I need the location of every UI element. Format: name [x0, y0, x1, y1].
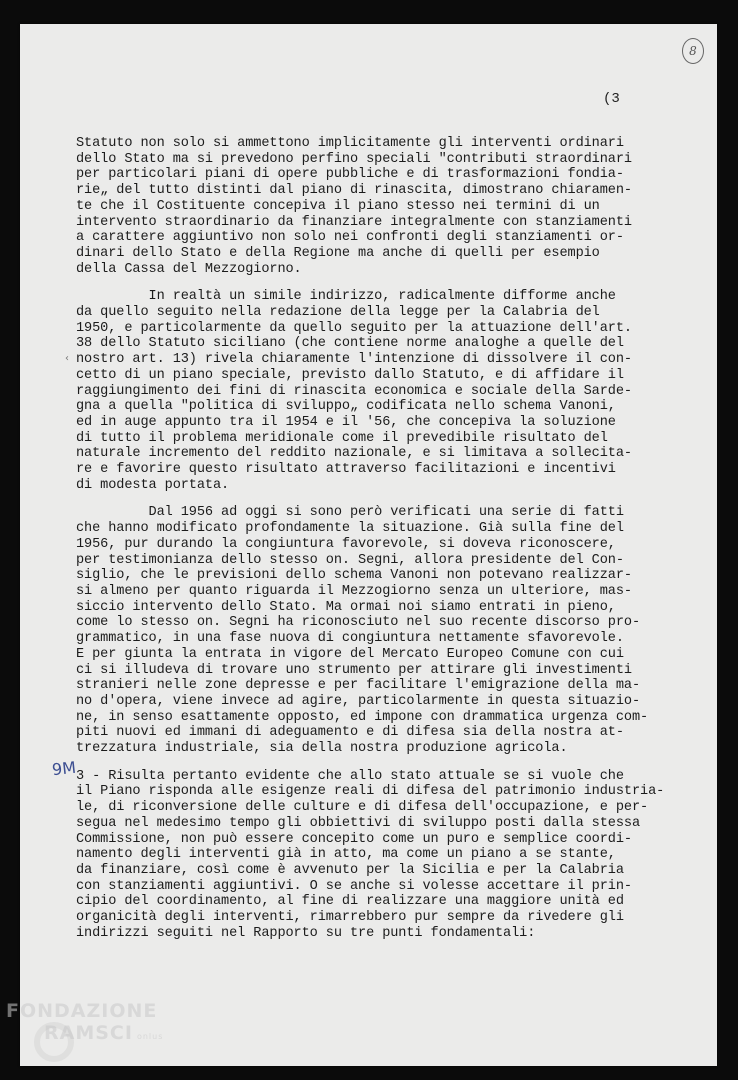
text-line: ci si illudeva di trovare uno strumento per attirare gli investimenti [76, 662, 632, 678]
text-line: da finanziare, così come è avvenuto per la Sicilia e per la Calabria [76, 862, 624, 878]
text-line: In realtà un simile indirizzo, radicalmente difforme anche [76, 289, 616, 305]
text-line: da quello seguito nella redazione della legge per la Calabria del [76, 305, 600, 321]
text-line: per particolari piani di opere pubbliche e di trasformazioni fondia- [76, 167, 624, 183]
folio-stamp: 8 [682, 38, 704, 64]
g-logo-icon [34, 1022, 74, 1062]
text-line: 1950, e particolarmente da quello seguito per la attuazione dell'art. [76, 320, 632, 336]
text-line: si almeno per quanto riguarda il Mezzogiorno senza un ulteriore, mas- [76, 583, 632, 599]
margin-tick-mark: ‹ [65, 353, 69, 364]
text-line: 1956, pur durando la congiuntura favorevole, si doveva riconoscere, [76, 536, 616, 552]
watermark-suffix: onlus [136, 1032, 164, 1041]
text-line: della Cassa del Mezzogiorno. [76, 261, 302, 277]
text-line: namento degli interventi già in atto, ma come un piano a se stante, [76, 847, 616, 863]
text-line: cipio del coordinamento, al fine di realizzare una maggiore unità ed [76, 894, 624, 910]
text-line: di tutto il problema meridionale come il prevedibile risultato del [76, 430, 608, 446]
text-line: rie„ del tutto distinti dal piano di rinascita, dimostrano chiaramen- [76, 183, 632, 199]
text-line: grammatico, in una fase nuova di congiuntura nettamente sfavorevole. [76, 631, 624, 647]
fondazione-gramsci-watermark [6, 1000, 163, 1048]
text-line: indirizzi seguiti nel Rapporto su tre punti fondamentali: [76, 925, 536, 941]
text-line: piti nuovi ed immani di adeguamento e di difesa sia della nostra at- [76, 725, 624, 741]
text-line: organicità degli interventi, rimarrebbero pur sempre da rivedere gli [76, 910, 624, 926]
text-line: le, di riconversione delle culture e di difesa dell'occupazione, e per- [76, 800, 649, 816]
text-line: con stanziamenti aggiuntivi. O se anche si volesse accettare il prin- [76, 878, 632, 894]
text-line: dinari dello Stato e della Regione ma anche di quelli per esempio [76, 245, 600, 261]
paragraph [76, 136, 686, 277]
text-line: siglio, che le previsioni dello schema Vanoni non potevano realizzar- [76, 568, 632, 584]
handwritten-margin-note: 9M [51, 757, 77, 780]
text-line: Dal 1956 ad oggi si sono però verificati una serie di fatti [76, 505, 624, 521]
page-number: (3 [603, 91, 620, 107]
paragraph [76, 769, 686, 942]
text-line: 38 dello Statuto siciliano (che contiene norme analoghe a quelle del [76, 336, 624, 352]
text-line: gna a quella "politica di sviluppo„ codificata nello schema Vanoni, [76, 399, 616, 415]
text-line: cetto di un piano speciale, previsto dallo Statuto, e di affidare il [76, 367, 624, 383]
paragraph [76, 289, 686, 493]
text-line: di modesta portata. [76, 477, 230, 493]
text-line: come lo stesso on. Segni ha riconosciuto nel suo recente discorso pro- [76, 615, 641, 631]
document-page [20, 24, 717, 1066]
text-line: no d'opera, viene invece ad agire, particolarmente in questa situazio- [76, 693, 641, 709]
text-line: Commissione, non può essere concepito come un puro e semplice coordi- [76, 831, 632, 847]
text-line: raggiungimento dei fini di rinascita economica e sociale della Sarde- [76, 383, 632, 399]
text-line: naturale incremento del reddito nazionale, e si limitava a sollecita- [76, 446, 632, 462]
text-line: a carattere aggiuntivo non solo nei confronti degli stanziamenti or- [76, 230, 624, 246]
text-line: te che il Costituente concepiva il piano stesso nei termini di un [76, 198, 600, 214]
text-line: nostro art. 13) rivela chiaramente l'intenzione di dissolvere il con- [76, 352, 632, 368]
watermark-line2-text: RAMSCI [44, 1022, 133, 1044]
text-line: Statuto non solo si ammettono implicitamente gli interventi ordinari [76, 136, 624, 151]
text-line: ne, in senso esattamente opposto, ed impone con drammatica urgenza com- [76, 709, 649, 725]
text-line: il Piano risponda alle esigenze reali di difesa del patrimonio industria- [76, 784, 665, 800]
text-line: siccio intervento dello Stato. Ma ormai noi siamo entrati in pieno, [76, 599, 616, 615]
watermark-line1: FONDAZIONE [6, 1000, 158, 1022]
text-line: intervento straordinario da finanziare integralmente con stanziamenti [76, 214, 632, 230]
text-line: che hanno modificato profondamente la situazione. Già sulla fine del [76, 521, 624, 537]
text-line: trezzatura industriale, sia della nostra produzione agricola. [76, 741, 568, 757]
document-body [76, 136, 686, 953]
text-line: segua nel medesimo tempo gli obbiettivi di sviluppo posti dalla stessa [76, 815, 641, 831]
text-line: per testimonianza dello stesso on. Segni, allora presidente del Con- [76, 552, 624, 568]
paragraph [76, 505, 686, 756]
text-line: dello Stato ma si prevedono perfino speciali "contributi straordinari [76, 151, 632, 167]
text-line: ed in auge appunto tra il 1954 e il '56, che concepiva la soluzione [76, 414, 616, 430]
text-line: re e favorire questo risultato attraverso facilitazioni e incentivi [76, 462, 616, 478]
text-line: E per giunta la entrata in vigore del Mercato Europeo Comune con cui [76, 646, 624, 662]
text-line: 3 - Risulta pertanto evidente che allo stato attuale se si vuole che [76, 768, 624, 784]
text-line: stranieri nelle zone depresse e per facilitare l'emigrazione della ma- [76, 678, 641, 694]
